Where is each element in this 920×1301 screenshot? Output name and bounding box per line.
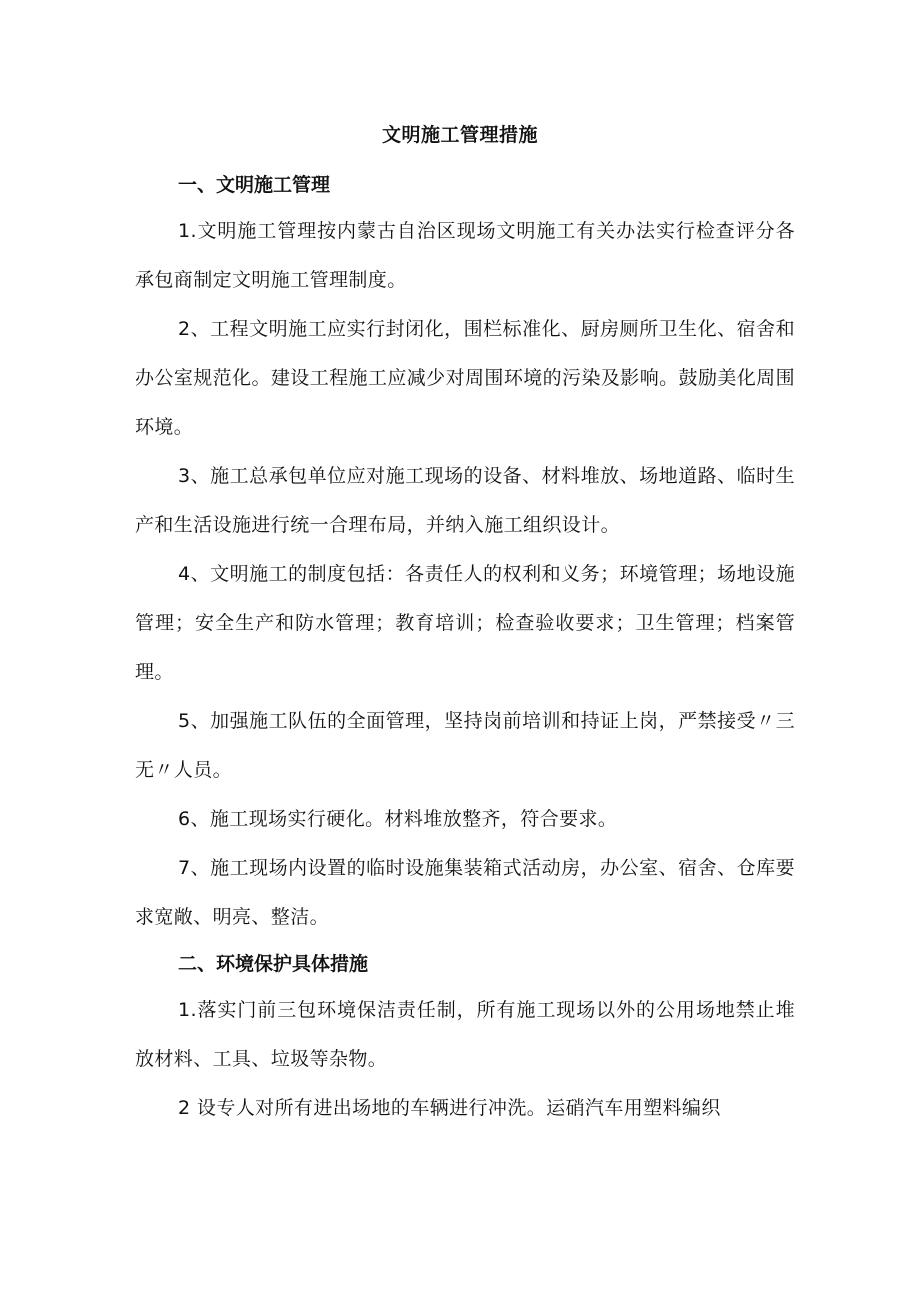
section-heading-2: 二、环境保护具体措施 xyxy=(178,953,369,975)
paragraph: 1.文明施工管理按内蒙古自治区现场文明施工有关办法实行检查评分各承包商制定文明施工管理制度。 xyxy=(135,220,795,291)
paragraph: 1.落实门前三包环境保洁责任制，所有施工现场以外的公用场地禁止堆放材料、工具、垃圾等杂物。 xyxy=(135,999,795,1070)
document-title: 文明施工管理措施 xyxy=(381,124,538,146)
paragraph: 3、施工总承包单位应对施工现场的设备、材料堆放、场地道路、临时生产和生活设施进行统一合理布局，并纳入施工组织设计。 xyxy=(135,465,795,536)
section-heading-1: 一、文明施工管理 xyxy=(178,174,331,196)
paragraph: 6、施工现场实行硬化。材料堆放整齐，符合要求。 xyxy=(178,808,618,830)
paragraph: 5、加强施工队伍的全面管理，坚持岗前培训和持证上岗，严禁接受〃三无〃人员。 xyxy=(135,710,795,781)
paragraph: 2、工程文明施工应实行封闭化，围栏标准化、厨房厕所卫生化、宿舍和办公室规范化。建设工程施工应减少对周围环境的污染及影响。鼓励美化周围环境。 xyxy=(135,318,795,438)
paragraph: 4、文明施工的制度包括：各责任人的权利和义务；环境管理；场地设施管理；安全生产和防水管理；教育培训；检查验收要求；卫生管理；档案管理。 xyxy=(135,563,795,683)
paragraph: 7、施工现场内设置的临时设施集装箱式活动房，办公室、宿舍、仓库要求宽敞、明亮、整洁。 xyxy=(135,857,795,928)
paragraph: 2 设专人对所有进出场地的车辆进行冲洗。运硝汽车用塑料编织 xyxy=(178,1097,721,1119)
